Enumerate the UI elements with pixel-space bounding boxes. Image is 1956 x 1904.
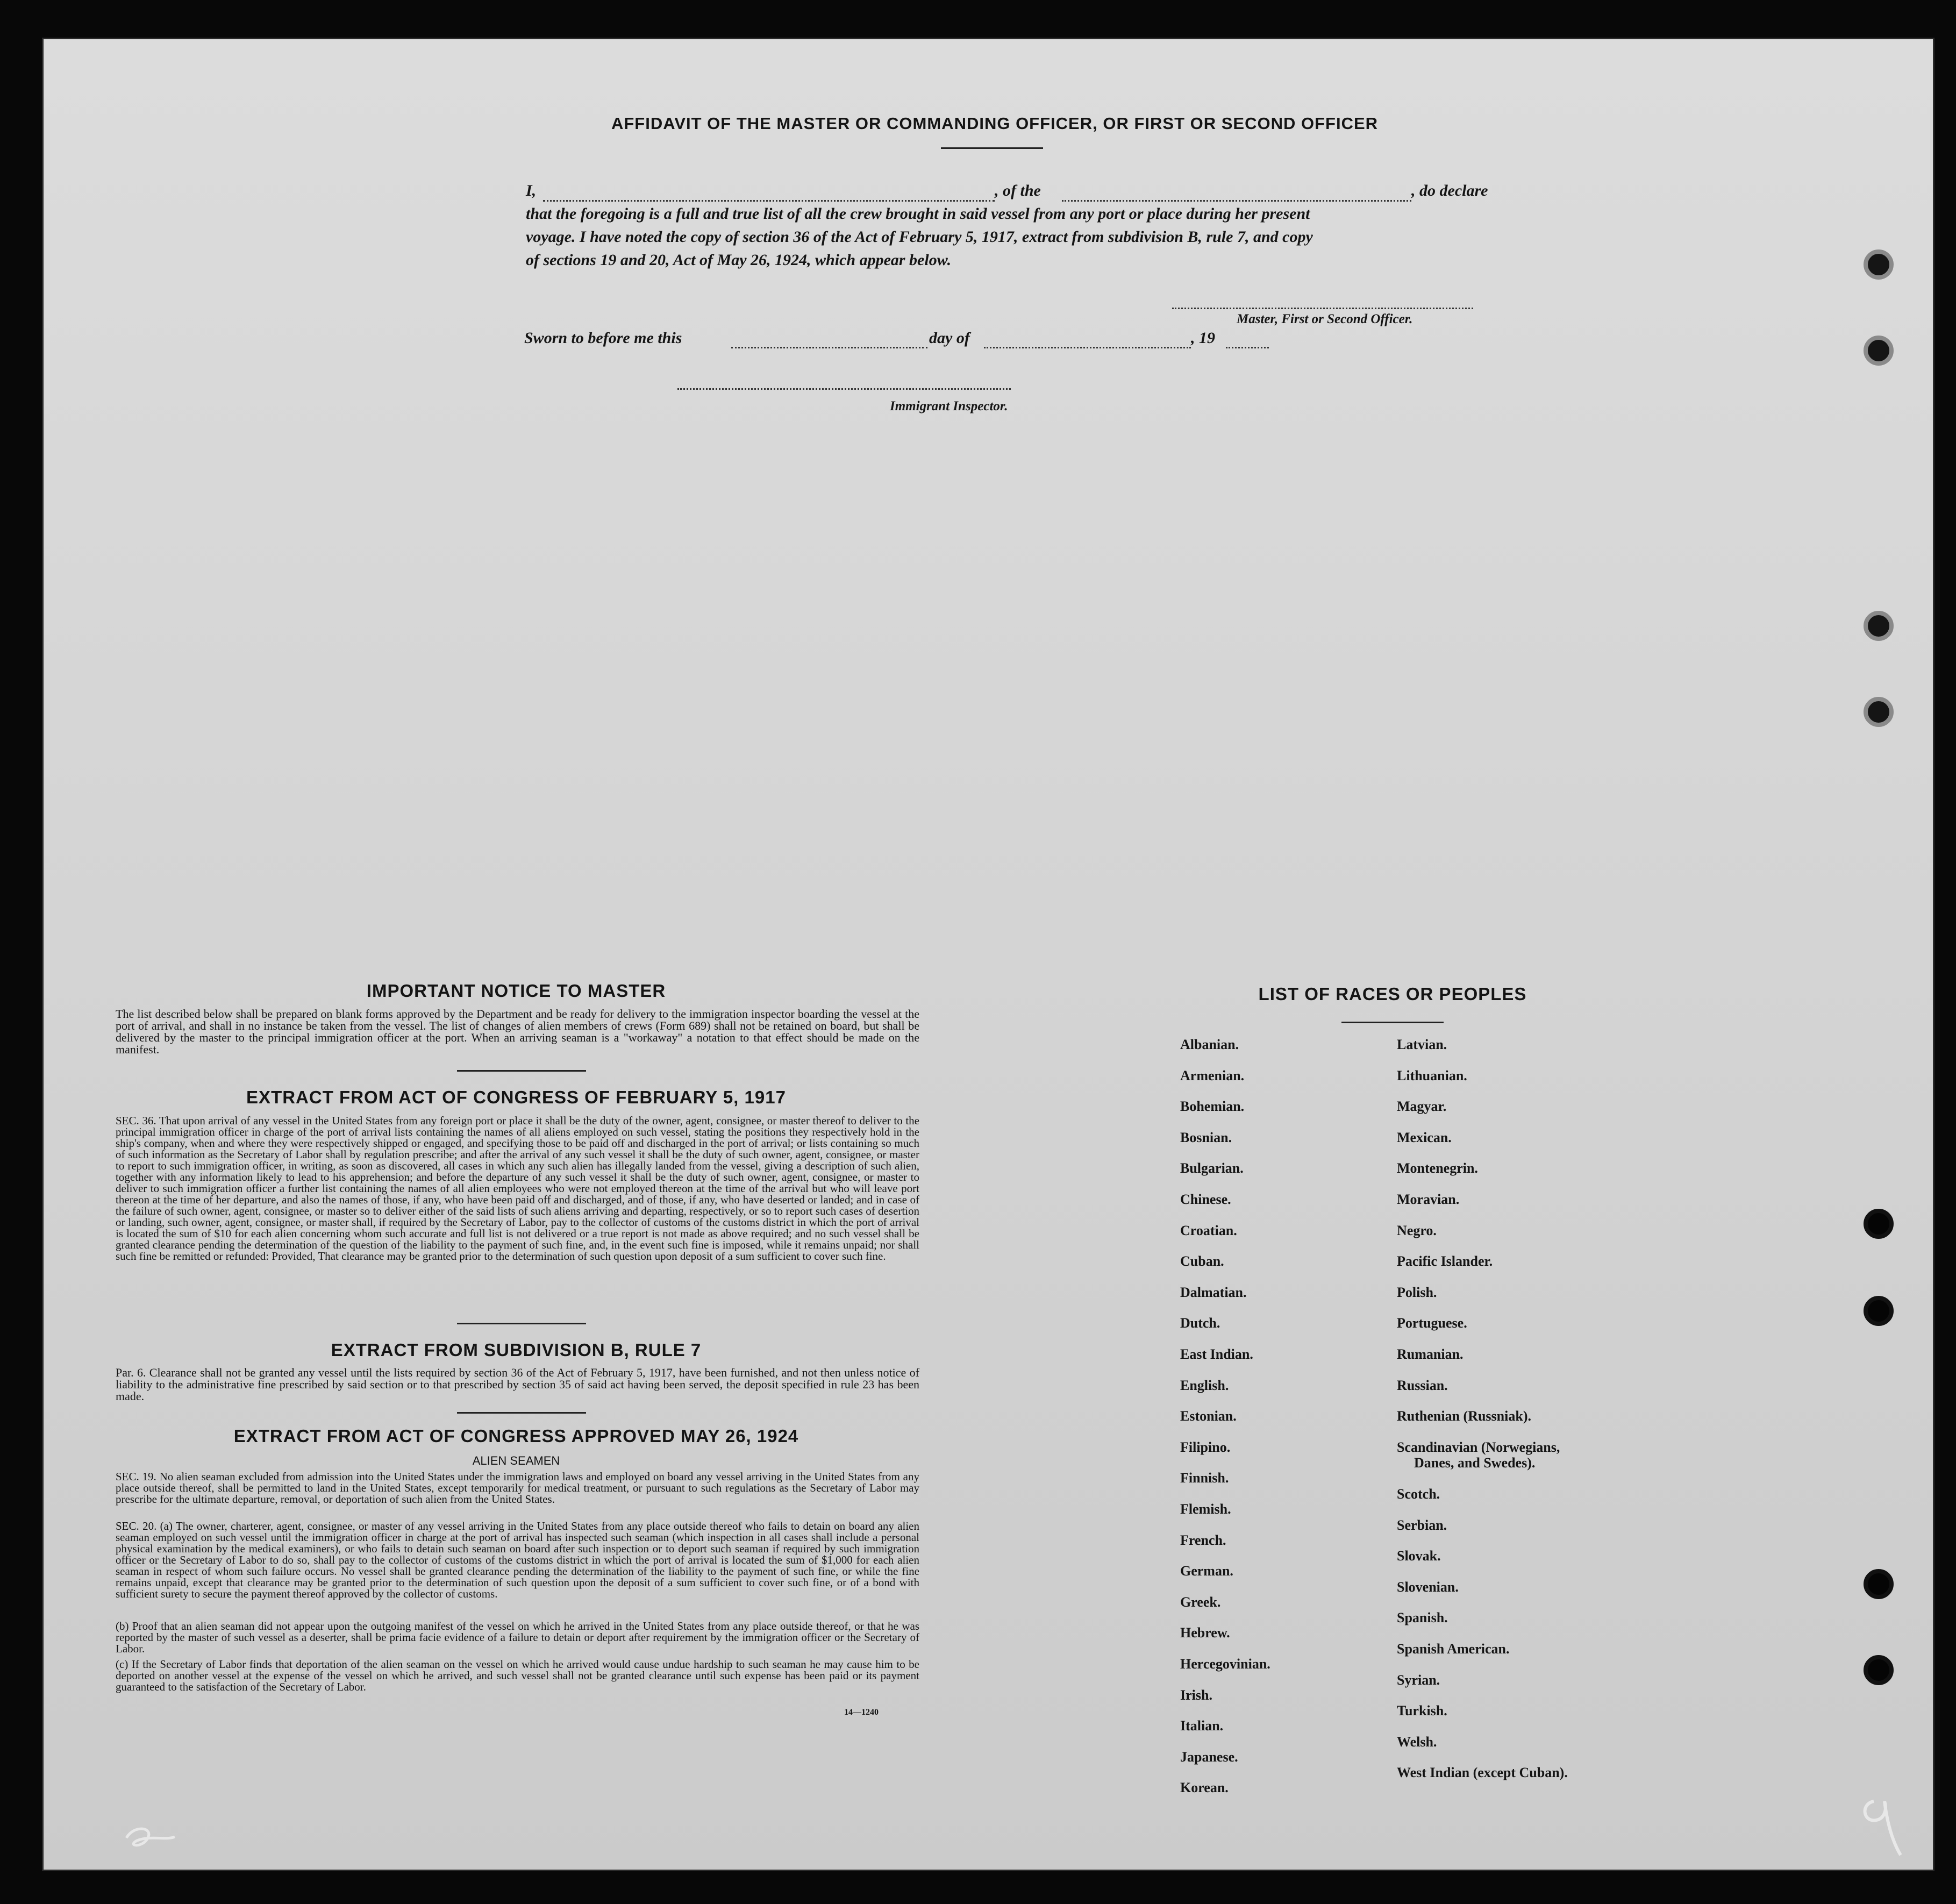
binder-hole	[1864, 1209, 1894, 1239]
extract-1924-title: EXTRACT FROM ACT OF CONGRESS APPROVED MAY 26, 1924	[233, 1426, 799, 1446]
race-item: Turkish.	[1397, 1703, 1447, 1719]
sworn-month-field[interactable]	[984, 347, 1191, 348]
section-divider	[457, 1323, 586, 1324]
race-item: Albanian.	[1180, 1037, 1239, 1052]
extract-rule7-text: Par. 6. Clearance shall not be granted any vessel until the lists required by section 36 of the Act of February 5, 1917, have been furnished, and not then unless notice of liability to the administrative fine prescribed by said section or to that prescribed by section 35 of said act having been served, the deposit specified in rule 23 has been made.	[116, 1366, 919, 1403]
race-item: Spanish American.	[1397, 1641, 1510, 1657]
notice-text: The list described below shall be prepared on blank forms approved by the Department and be ready for delivery to the immigration inspector boarding the vessel at the port of arrival, and shall in no instance be taken from the vessel. The list of changes of alien members of crews (Form 689) shall not be retained on board, but shall be delivered by the master to the principal immigration officer at the port. When an arriving seaman is a "workaway" a notation to that effect should be made on the manifest.	[116, 1007, 919, 1056]
binder-hole	[1864, 697, 1894, 727]
affidavit-title: AFFIDAVIT OF THE MASTER OR COMMANDING OFFICER, OR FIRST OR SECOND OFFICER	[611, 114, 1379, 133]
binder-hole	[1864, 249, 1894, 280]
binder-hole	[1864, 1569, 1894, 1599]
race-item: Filipino.	[1180, 1439, 1231, 1455]
title-underline	[941, 147, 1043, 149]
affidavit-line-4: of sections 19 and 20, Act of May 26, 1924, which appear below.	[526, 251, 952, 269]
race-item: Negro.	[1397, 1222, 1437, 1238]
sworn-year-field[interactable]	[1226, 347, 1269, 348]
sworn-label: Sworn to before me this	[524, 329, 682, 347]
binder-hole	[1864, 1655, 1894, 1685]
race-item: Scandinavian (Norwegians,	[1397, 1439, 1560, 1455]
race-item: Finnish.	[1180, 1470, 1229, 1486]
race-item: Estonian.	[1180, 1408, 1237, 1424]
binder-hole	[1864, 336, 1894, 366]
race-item: Armenian.	[1180, 1067, 1245, 1083]
race-item: West Indian (except Cuban).	[1397, 1765, 1568, 1781]
section-divider	[457, 1412, 586, 1414]
extract-1924-sec20c: (c) If the Secretary of Labor finds that deportation of the alien seaman on the vessel on which he arrived would cause undue hardship to such seaman he may cause him to be deported on another vessel at the expense of the vessel on which he arrived, and such vessel shall not be granted clearance until such expense has been paid or its payment guaranteed to the satisfaction of the Secretary of Labor.	[116, 1658, 919, 1693]
officer-signature-field[interactable]	[1172, 308, 1473, 309]
race-item: Bulgarian.	[1180, 1160, 1244, 1176]
inspector-label: Immigrant Inspector.	[890, 399, 1008, 413]
race-item: Irish.	[1180, 1687, 1212, 1703]
race-item: Magyar.	[1397, 1099, 1447, 1115]
race-item: Japanese.	[1180, 1749, 1238, 1765]
extract-1924-subtitle: ALIEN SEAMEN	[472, 1454, 560, 1467]
race-item: Pacific Islander.	[1397, 1253, 1493, 1270]
extract-1917-title: EXTRACT FROM ACT OF CONGRESS OF FEBRUARY 5, 1917	[246, 1087, 786, 1107]
race-item: Lithuanian.	[1397, 1067, 1467, 1083]
race-item: Hercegovinian.	[1180, 1656, 1270, 1672]
race-item: Rumanian.	[1397, 1346, 1464, 1362]
race-item: French.	[1180, 1532, 1226, 1548]
race-item: Mexican.	[1397, 1129, 1452, 1145]
race-item: Moravian.	[1397, 1192, 1460, 1207]
race-item: Slovenian.	[1397, 1579, 1459, 1595]
race-item: Hebrew.	[1180, 1625, 1230, 1641]
race-item: Russian.	[1397, 1377, 1448, 1393]
handwritten-mark	[121, 1822, 180, 1854]
section-divider	[457, 1070, 586, 1072]
inspector-signature-field[interactable]	[677, 388, 1011, 390]
binder-hole	[1864, 1296, 1894, 1326]
extract-1924-sec20b: (b) Proof that an alien seaman did not appear upon the outgoing manifest of the vessel on which he arrived in the United States from any place outside thereof, or that he was reported by the master of such vessel as a deserter, shall be prima facie evidence of a failure to detain or deport after requirement by the immigration officer or the Secretary of Labor.	[116, 1620, 919, 1655]
race-item: Italian.	[1180, 1718, 1224, 1734]
year-label: , 19	[1191, 329, 1215, 347]
race-item: Latvian.	[1397, 1037, 1447, 1052]
declarant-prefix: I,	[526, 182, 537, 199]
race-item: Syrian.	[1397, 1672, 1440, 1688]
race-item: Flemish.	[1180, 1501, 1231, 1517]
race-item: Portuguese.	[1397, 1315, 1467, 1331]
signature-label: Master, First or Second Officer.	[1237, 312, 1413, 326]
race-item: Ruthenian (Russniak).	[1397, 1408, 1531, 1424]
race-item: German.	[1180, 1563, 1233, 1579]
race-item: Korean.	[1180, 1780, 1229, 1796]
form-number: 14—1240	[844, 1708, 879, 1717]
affidavit-line-3: voyage. I have noted the copy of section 36 of the Act of February 5, 1917, extract from subdivision B, rule 7, and copy	[526, 228, 1313, 246]
race-item: Slovak.	[1397, 1548, 1441, 1564]
race-item: Spanish.	[1397, 1610, 1448, 1626]
race-item: Montenegrin.	[1397, 1160, 1478, 1176]
extract-1917-text: SEC. 36. That upon arrival of any vessel in the United States from any foreign port or place it shall be the duty of the owner, agent, consignee, or master thereof to deliver to the principal immigration officer in charge of the port of arrival lists containing the names of all aliens employed on such vessel, stating the positions they respectively hold in the ship's company, when and where they were respectively shipped or engaged, and specifying those to be paid off and discharged in the port of arrival; or lists containing so much of such information as the Secretary of Labor shall by regulation prescribe; and after the arrival of any such vessel it shall be the duty of such owner, agent, consignee, or master to report to such immigration officer, in writing, as soon as discovered, all cases in which any such alien has illegally landed from the vessel, giving a description of such alien, together with any information likely to lead to his apprehension; and before the departure of any such vessel it shall be the duty of such owner, agent, consignee, or master to deliver to such immigration officer a further list containing the names of all alien employees who were not employed thereon at the time of the arrival but who will leave port thereon at the time of her departure, and also the names of those, if any, who have been paid off and discharged, and of those, if any, who have deserted or landed; and in case of the failure of such owner, agent, consignee, or master so to deliver either of the said lists of such aliens arriving and departing, respectively, or so to report such cases of desertion or landing, such owner, agent, consignee, or master shall, if required by the Secretary of Labor, pay to the collector of customs of the customs district in which the port of arrival is located the sum of $10 for each alien concerning whom such accurate and full list is not delivered or a true report is not made as above required; and no such vessel shall be granted clearance pending the determination of the question of the liability to the payment of such fine, and, in the event such fine is imposed, while it remains unpaid; nor shall such fine be remitted or refunded: Provided, That clearance may be granted prior to the determination of such question upon deposit of a sum sufficient to cover such fine.	[116, 1114, 919, 1263]
affidavit-line-2: that the foregoing is a full and true list of all the crew brought in said vessel from any port or place during her present	[526, 205, 1310, 223]
of-the-label: , of the	[995, 182, 1041, 199]
sworn-day-field[interactable]	[731, 347, 927, 348]
race-item: Danes, and Swedes).	[1414, 1455, 1536, 1471]
race-item: Welsh.	[1397, 1734, 1437, 1750]
declarant-name-field[interactable]	[543, 200, 995, 202]
race-item: Greek.	[1180, 1594, 1221, 1610]
do-declare-label: , do declare	[1411, 182, 1488, 199]
extract-1924-sec19: SEC. 19. No alien seaman excluded from admission into the United States under the immigration laws and employed on board any vessel arriving in the United States from any place outside thereof, shall be permitted to land in the United States, except temporarily for medical treatment, or pursuant to such regulations as the Secretary of Labor may prescribe for the ultimate departure, removal, or deportation of such alien from the United States.	[116, 1470, 919, 1506]
race-item: English.	[1180, 1377, 1229, 1393]
handwritten-page-number	[1855, 1791, 1909, 1860]
extract-1924-sec20a: SEC. 20. (a) The owner, charterer, agent, consignee, or master of any vessel arriving in the United States from any place outside thereof who fails to detain on board any alien seaman employed on such vessel until the immigration officer in charge at the port of arrival has inspected such seaman (which inspection in all cases shall include a personal physical examination by the medical examiners), or who fails to detain such seaman on board after such inspection or to deport such seaman if required by such immigration officer or the Secretary of Labor to do so, shall pay to the collector of customs of the customs district in which the port of arrival is located the sum of $1,000 for each alien seaman in respect of whom such failure occurs. No vessel shall be granted clearance pending the determination of the liability to the payment of such fine, or while the fine remains unpaid, except that clearance may be granted prior to the determination of such question upon the deposit of a sum sufficient to cover such fine, or of a bond with sufficient surety to secure the payment thereof approved by the collector of customs.	[116, 1520, 919, 1600]
race-item: Dutch.	[1180, 1315, 1220, 1331]
race-item: Croatian.	[1180, 1222, 1237, 1238]
day-of-label: day of	[929, 329, 970, 347]
binder-hole	[1864, 611, 1894, 641]
race-item: Scotch.	[1397, 1486, 1440, 1502]
race-item: Bohemian.	[1180, 1099, 1245, 1115]
race-item: Bosnian.	[1180, 1129, 1232, 1145]
extract-rule7-title: EXTRACT FROM SUBDIVISION B, RULE 7	[331, 1340, 702, 1360]
races-title: LIST OF RACES OR PEOPLES	[1258, 984, 1527, 1004]
vessel-name-field[interactable]	[1062, 200, 1411, 202]
race-item: Chinese.	[1180, 1192, 1231, 1207]
race-item: Serbian.	[1397, 1517, 1447, 1533]
notice-title: IMPORTANT NOTICE TO MASTER	[366, 981, 666, 1001]
race-item: Polish.	[1397, 1284, 1437, 1300]
race-item: East Indian.	[1180, 1346, 1253, 1362]
race-item: Cuban.	[1180, 1253, 1224, 1270]
race-item: Dalmatian.	[1180, 1284, 1247, 1300]
races-title-underline	[1341, 1022, 1444, 1023]
